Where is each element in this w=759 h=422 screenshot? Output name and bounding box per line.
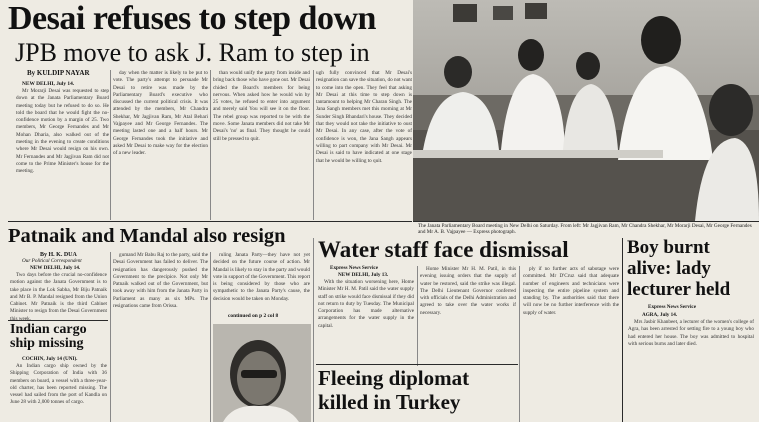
boy-service: Express News Service <box>648 304 697 310</box>
desai-dateline: NEW DELHI, July 14. <box>22 81 75 87</box>
column-rule <box>210 252 211 422</box>
desai-column-4: ugh fully convinced that Mr Desai's resignation can save the situation, do not want to come into the open. They feel that asking Mr Desai at this time to step down is tantamount to helping Mr Charan Singh. The Jana Sangh members met this morning at Mr Sunder Singh Bhandari's house. They decided that they would not take the initiative to oust Mr Desai. In any case, after the vote of confidence is won, the Jana Sangh appears willing to part company with Mr Desai. Mr Desai is said to have indicated at one stage that he would be willing to quit. <box>316 70 412 164</box>
water-column-2: Home Minister Mr H. M. Patil, in this evening issuing orders that the supply of water be restored, said the strike was illegal. The Delhi Lieutenant Governor conferred with officials of the Delhi Administration and agreed to take over the water works if necessary. <box>420 266 516 316</box>
patnaik-service: Our Political Correspondent <box>22 258 82 264</box>
boy-headline-line-1: Boy burnt <box>627 237 710 258</box>
water-dateline: NEW DELHI, July 13. <box>338 272 389 278</box>
patnaik-column-1: Two days before the crucial no-confidence motion against the Janata Government is to take place in the Lok Sabha, Mr Biju Patnaik and Mr B. P. Mandal resigned from the Union Cabinet. Mr Patnaik is the third Cabinet Minister to resign from the Desai Government this week. <box>10 272 107 320</box>
board-meeting-photo <box>413 0 759 221</box>
column-rule <box>417 266 418 366</box>
continued-note: continued on p 2 col 8 <box>228 313 279 319</box>
desai-subheadline: JPB move to ask J. Ram to step in <box>15 38 370 67</box>
caption-rule <box>413 221 759 222</box>
column-rule <box>110 252 111 422</box>
portrait-photo-graphic <box>213 324 311 422</box>
photo-caption: The Janata Parliamentary Board meeting in New Delhi on Saturday. From left: Mr Jagjivan Ram, Mr Chandra Shekhar, Mr Morarji Desai, Mr George Fernandes and Mr A. B. Vajpayee — Express photograph. <box>418 223 752 236</box>
cargo-column: An Indian cargo ship owned by the Shipping Corporation of India with 36 members on board, a vessel with a three-year-old charter, has been reported missing. The vessel had sailed from the port of Kandla on June 28 with 2,000 tonnes of cargo. <box>10 363 107 406</box>
column-rule <box>622 238 623 422</box>
water-column-1: With the situation worsening here, Home Minister Mr H. M. Patil said the water supply staff on strike would face dismissal if they did not return to duty by Tuesday. The Municipal Corporation has made alternative arrangements for the water supply in the capital. <box>318 279 414 329</box>
water-service: Express News Service <box>330 265 379 271</box>
diplomat-headline-line-2: killed in Turkey <box>318 390 461 414</box>
cargo-headline: Indian cargo ship missing <box>10 322 87 351</box>
portrait-photo <box>213 324 311 422</box>
boy-dateline: AGRA, July 14. <box>642 312 678 318</box>
desai-column-1: Mr Morarji Desai was requested to step down at the Janata Parliamentary Board meeting today but he refused to do so. He told the board that he would fight the no-confidence motion by a margin of 25. Two members, Mr George Fernandes and Mr Mohan Dharia, also walked out of the meeting in the evening to create conditions where Mr Desai would resign on his own. Mr Fernandes and Mr Jagjivan Ram did not come to the Prime Minister's house for the meeting. <box>16 88 109 175</box>
boy-column: Mrs Jasbir Khanbeet, a lecturer of the women's college of Agra, has been arrested for setting fire to a young boy who had entered her house. The boy was admitted to hospital with serious burns and later died. <box>628 319 754 347</box>
board-meeting-photo-graphic <box>413 0 759 221</box>
desai-column-2: day when the matter is likely to be put to vote. The party's attempt to persuade Mr Desai to retire was made by the Parliamentary Board's executive who discussed the current political crisis. It was attended by the members, Mr Chandra Shekhar, Mr Jagjivan Ram, Mr Atal Behari Vajpayee and Mr George Fernandes. The meeting lasted one and a half hours. Mr George Fernandes took the initiative and asked Mr Desai to make way for the election of a new leader. <box>113 70 208 157</box>
column-rule <box>313 238 314 422</box>
patnaik-dateline: NEW DELHI, July 14. <box>30 265 81 271</box>
column-rule <box>110 70 111 220</box>
boy-headline-line-3: lecturer held <box>627 279 731 300</box>
column-rule <box>313 70 314 220</box>
section-rule <box>8 320 108 321</box>
water-column-3: ply if no further acts of sabotage were committed. Mr D'Cruz said that adequate number of engineers and technicians were inspecting the entire pipeline system and standing by. The authorities said that there will now be no further interference with the supply of water. <box>523 266 619 316</box>
patnaik-column-2: gumand Mr Babu Raj to the party, said the Desai Government has failed to deliver. The resignation has dangerously pushed the Government to the precipice. Not only Mr Patnaik walked out of the Government, but took away with him from the Janata Party in Parliament as many as six MPs. The resignations came from Orissa. <box>113 252 208 310</box>
patnaik-headline: Patnaik and Mandal also resign <box>8 225 286 247</box>
section-rule <box>316 364 518 365</box>
water-headline: Water staff face dismissal <box>318 237 569 262</box>
desai-headline: Desai refuses to step down <box>8 0 376 37</box>
section-rule <box>8 221 412 222</box>
cargo-dateline: COCHIN, July 14 (UNI). <box>22 356 78 362</box>
patnaik-column-3: ruling Janata Party—they have not yet decided on the future course of action. Mr Mandal is likely to stay in the party and would vote in support of the Government. This report is being considered by those who are sympathetic to the Janata Party's cause, the decision would be taken on Monday. <box>213 252 310 302</box>
patnaik-byline: By H. K. DUA <box>40 252 77 258</box>
column-rule <box>519 266 520 422</box>
desai-column-3: than would unify the party from inside and bring back those who have gone out. Mr Desai chided the Board's members for being nervous. When asked how he would win by 25 votes, he refused to enter into argument and merely said You will see it on the floor. The rebel group was reported to be with the move. Some Janata members did not take Mr Desai's 'no' as final. They thought he could still be pressed to quit. <box>213 70 310 142</box>
boy-headline-line-2: alive: lady <box>627 258 711 279</box>
desai-byline: By KULDIP NAYAR <box>27 69 90 77</box>
column-rule <box>210 70 211 220</box>
diplomat-headline-line-1: Fleeing diplomat <box>318 366 470 390</box>
